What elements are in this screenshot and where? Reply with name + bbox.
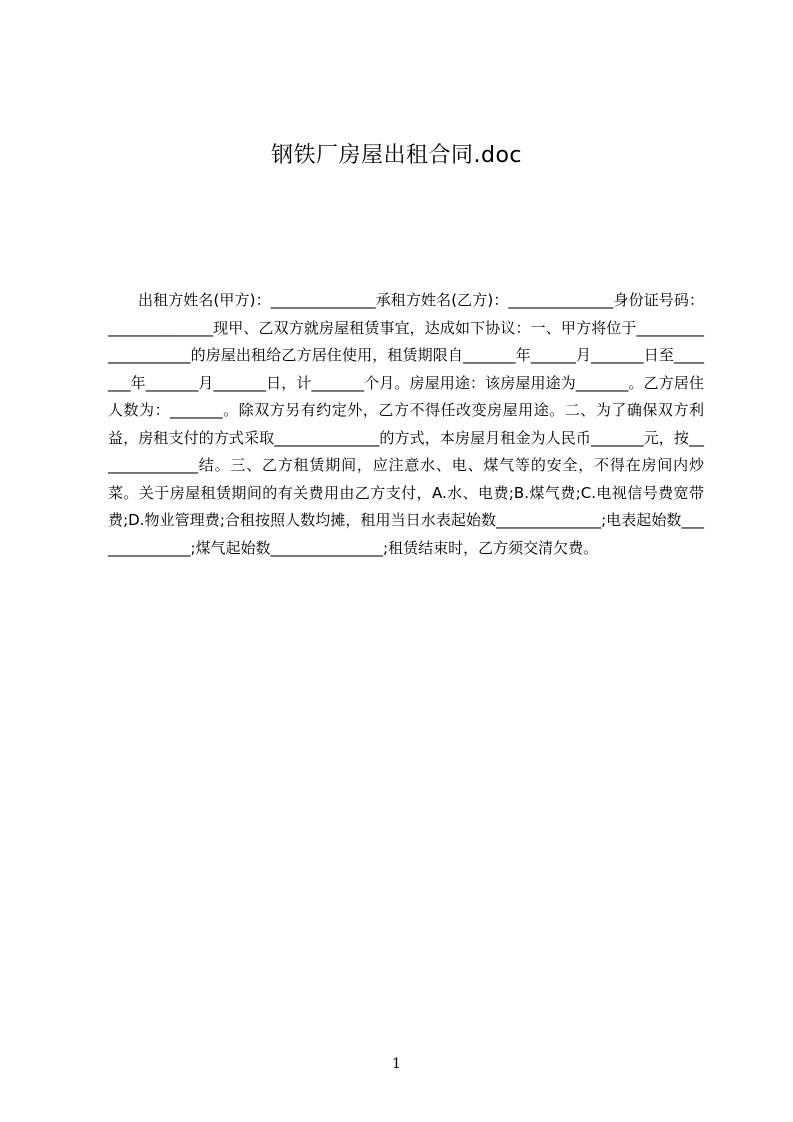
document-body xyxy=(108,287,704,562)
page-number: 1 xyxy=(392,1056,401,1072)
document-title: 钢铁厂房屋出租合同.doc xyxy=(270,143,522,168)
body-paragraph: 出租方姓名(甲方)：______________承租方姓名(乙方)：______________身份证号码：______________现甲、乙双方就房屋租赁事宜，达成如下协议：一、甲方将位于____________________的房屋出租给乙方居住使用，租赁期限自_______年______月_______日至_______年_______月_______日，计_______个月。房屋用途：该房屋用途为_______。乙方居住人数为：_______。除双方另有约定外，乙方不得任改变房屋用途。二、为了确保双方利益，房租支付的方式采取______________的方式，本房屋月租金为人民币_______元，按______________结。三、乙方租赁期间，应注意水、电、煤气等的安全，不得在房间内炒菜。关于房屋租赁期间的有关费用由乙方支付，A.水、电费;B.煤气费;C.电视信号费宽带费;D.物业管理费;合租按照人数均摊，租用当日水表起始数______________;电表起始数______________;煤气起始数_______________;租赁结束时，乙方须交清欠费。 xyxy=(108,291,704,557)
